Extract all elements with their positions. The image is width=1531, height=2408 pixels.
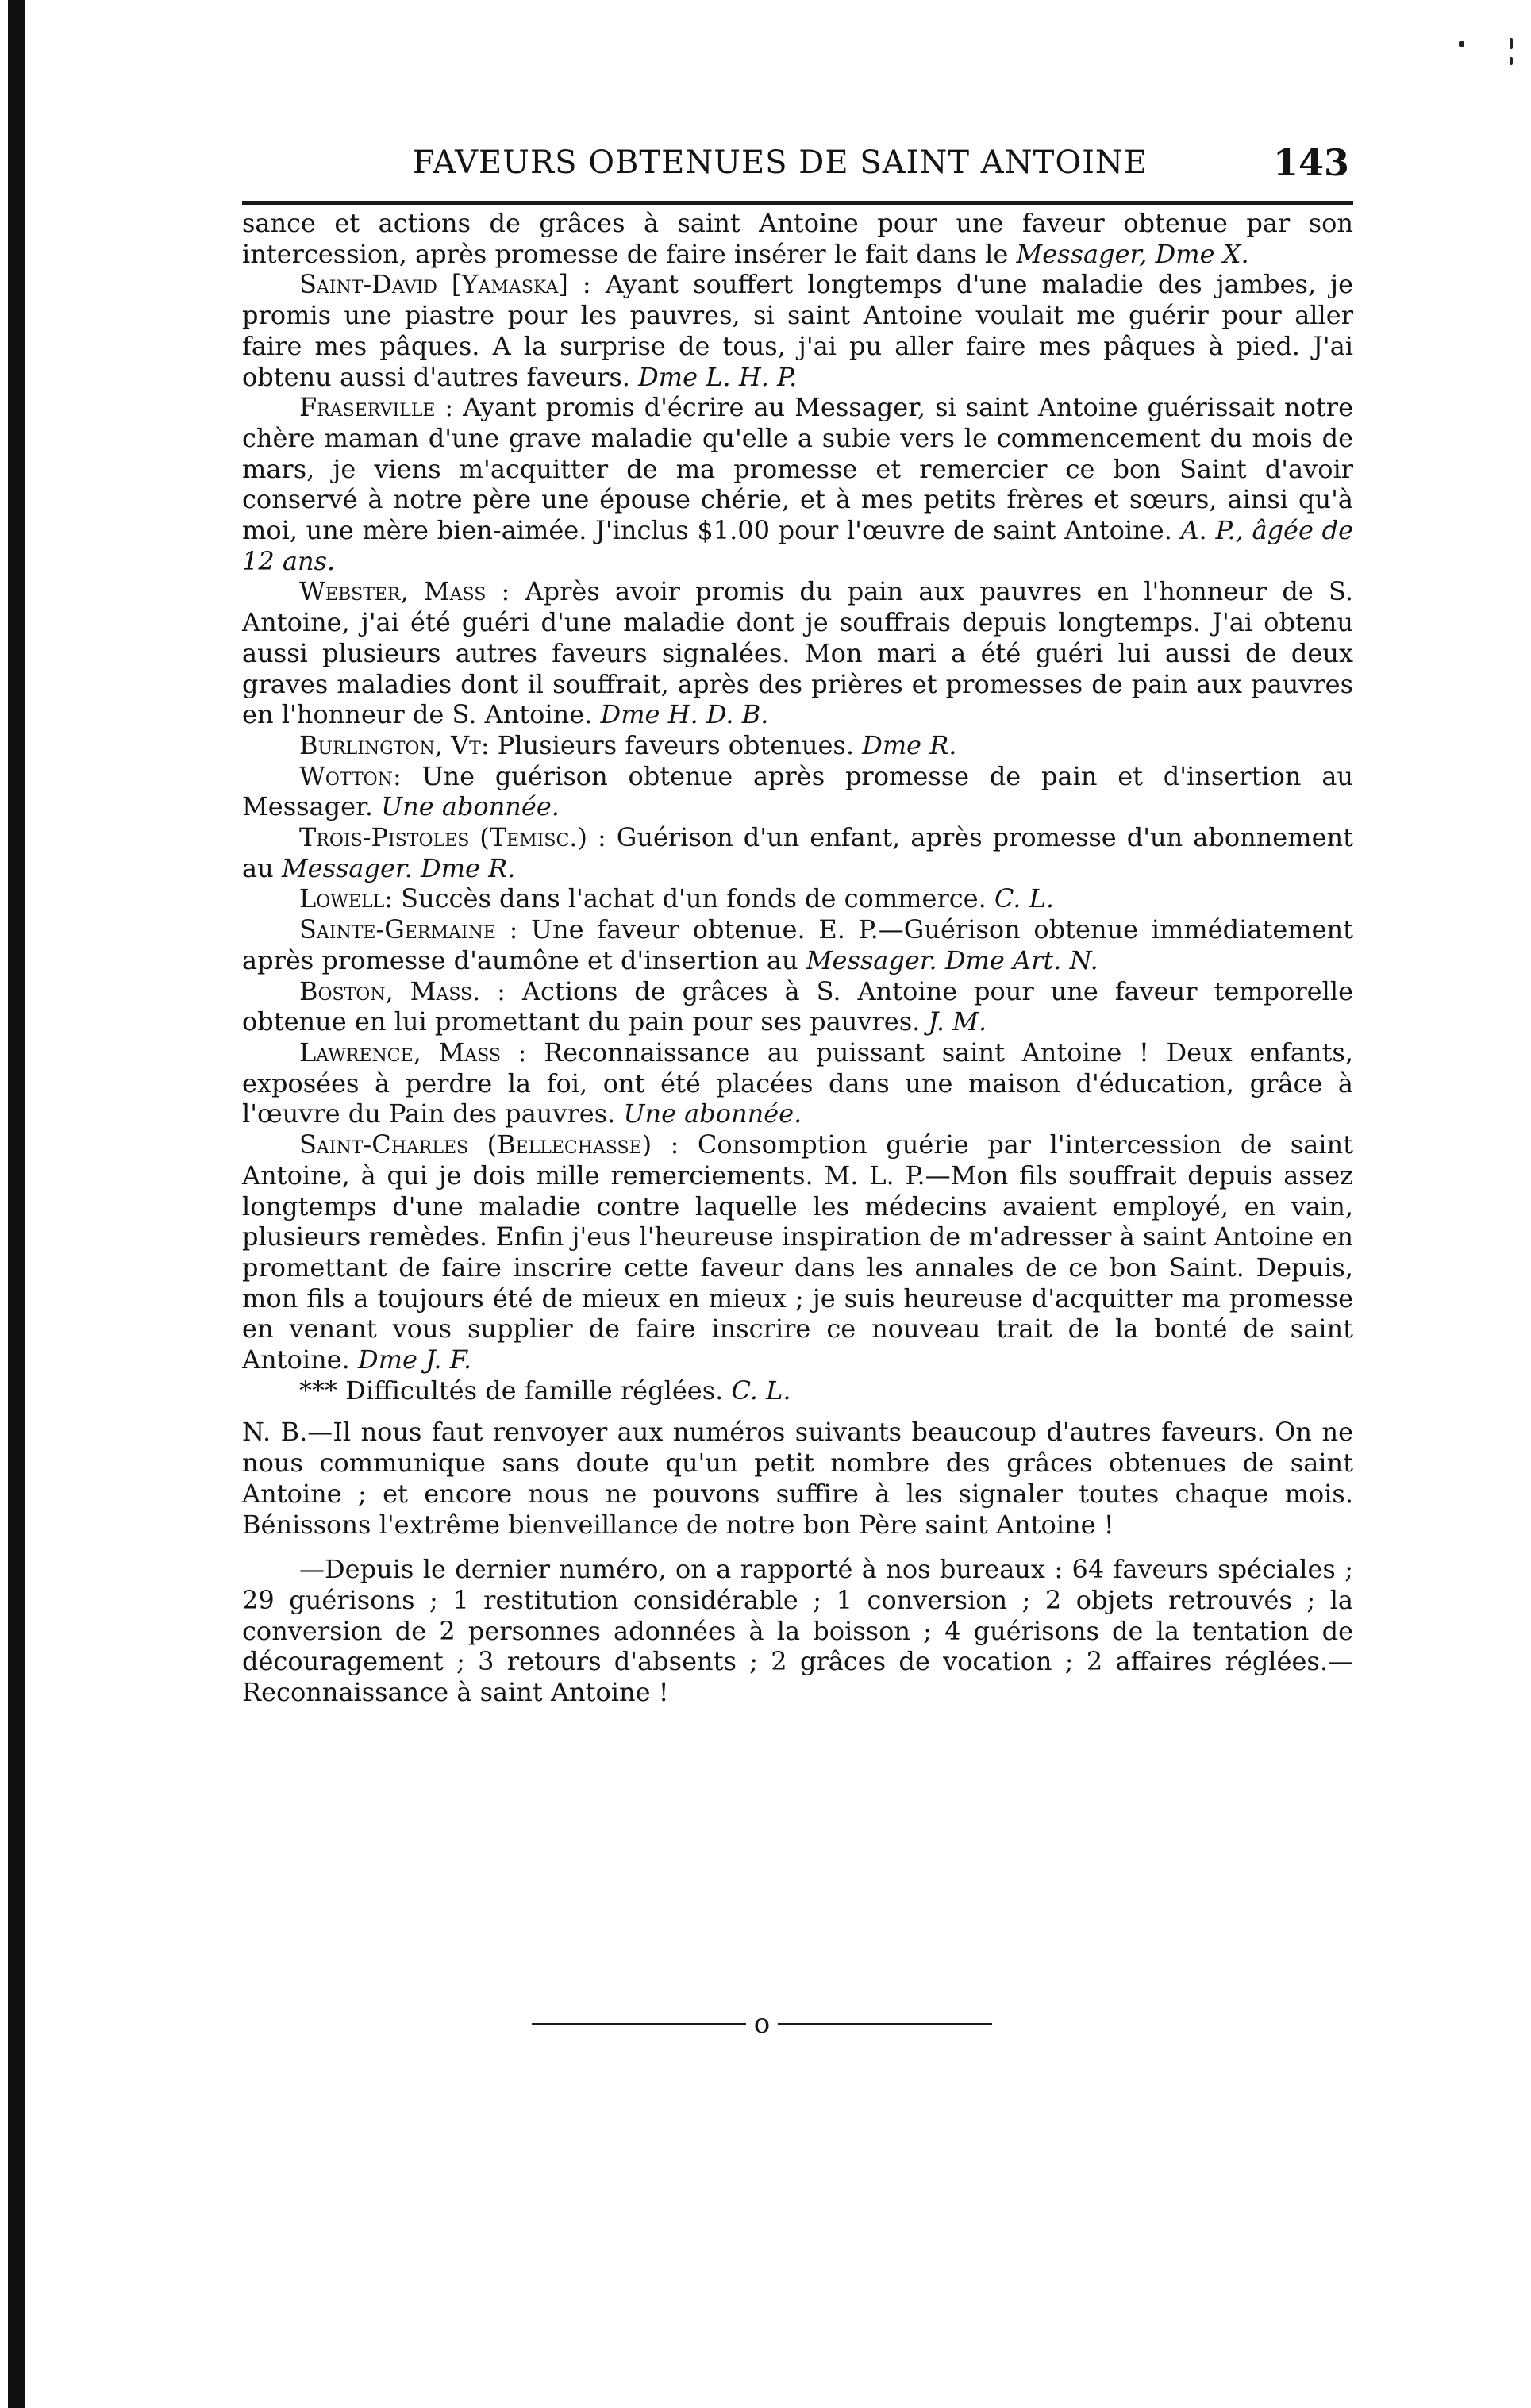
separator-line-right: [778, 2023, 992, 2025]
paragraph-boston: Boston, Mass. : Actions de grâces à S. Antoine pour une faveur temporelle obtenue en lui promettant du pain pour ses pauvres. J. M.: [242, 975, 1354, 1037]
scan-speck: [1510, 57, 1513, 65]
separator-line-left: [532, 2023, 746, 2025]
paragraph-trois-pistoles: Trois-Pistoles (Temisc.) : Guérison d'un enfant, après promesse d'un abonnement au Messager. Dme R.: [242, 822, 1353, 883]
paragraph-saint-david: Saint-David [Yamaska] : Ayant souffert longtemps d'une maladie des jambes, je promis une piastre pour les pauvres, si saint Antoine voulait me guérir pour aller faire mes pâques. A la surprise de tous, j'ai pu aller faire mes pâques à pied. J'ai obtenu aussi d'autres faveurs. Dme L. H. P.: [242, 269, 1353, 392]
page-binding-edge: [8, 0, 25, 2408]
header-rule: [242, 201, 1353, 205]
paragraph-sainte-germaine: Sainte-Germaine : Une faveur obtenue. E. P.—Guérison obtenue immédiatement après promesse d'aumône et d'insertion au Messager. Dme Art. N.: [242, 914, 1353, 975]
monthly-tally-paragraph: —Depuis le dernier numéro, on a rapporté à nos bureaux : 64 faveurs spéciales ; 29 guérisons ; 1 restitution considérable ; 1 conversion ; 2 objets retrouvés ; la conversion de 2 personnes adonnées à la boisson ; 4 guérisons de la tentation de découragement ; 3 retours d'absents ; 2 grâces de vocation ; 2 affaires réglées.—Reconnaissance à saint Antoine !: [242, 1554, 1353, 1708]
nota-bene-paragraph: N. B.—Il nous faut renvoyer aux numéros suivants beaucoup d'autres faveurs. On ne nous communique sans doute qu'un petit nombre des grâces obtenues de saint Antoine ; et encore nous ne pouvons suffire à les signaler toutes chaque mois. Bénissons l'extrême bienveillance de notre bon Père saint Antoine !: [242, 1417, 1353, 1540]
separator-mark: o: [753, 2008, 771, 2040]
page-header: [413, 141, 1349, 192]
paragraph-wotton: Wotton: Une guérison obtenue après promesse de pain et d'insertion au Messager. Une abonnée.: [242, 760, 1353, 822]
paragraph-lowell: Lowell: Succès dans l'achat d'un fonds de commerce. C. L.: [299, 883, 1055, 914]
section-separator: [524, 2008, 1000, 2040]
page-number: 143: [1272, 141, 1349, 184]
paragraph-lawrence: Lawrence, Mass : Reconnaissance au puissant saint Antoine ! Deux enfants, exposées à perdre la foi, ont été placées dans une maison d'éducation, grâce à l'œuvre du Pain des pauvres. Une abonnée.: [242, 1037, 1353, 1129]
article-body: [242, 208, 1353, 1708]
scan-speck: [1510, 38, 1513, 49]
running-title: FAVEURS OBTENUES DE SAINT ANTOINE: [413, 144, 1148, 181]
paragraph-continuation: sance et actions de grâces à saint Antoine pour une faveur obtenue par son intercession, après promesse de faire insérer le fait dans le Messager, Dme X.: [242, 208, 1353, 269]
paragraph-saint-charles: Saint-Charles (Bellechasse) : Consomption guérie par l'intercession de saint Antoine, à qui je dois mille remerciements. M. L. P.—Mon fils souffrait depuis assez longtemps d'une maladie contre laquelle les médecins avaient employé, en vain, plusieurs remèdes. Enfin j'eus l'heureuse inspiration de m'adresser à saint Antoine en promettant de faire inscrire cette faveur dans les annales de ce bon Saint. Depuis, mon fils a toujours été de mieux en mieux ; je suis heureuse d'acquitter ma promesse en venant vous supplier de faire inscrire ce nouveau trait de la bonté de saint Antoine. Dme J. F.: [242, 1129, 1353, 1375]
paragraph-difficultes: *** Difficultés de famille réglées. C. L.: [299, 1375, 791, 1406]
paragraph-fraserville: Fraserville : Ayant promis d'écrire au Messager, si saint Antoine guérissait notre chère maman d'une grave maladie qu'elle a subie vers le commencement du mois de mars, je viens m'acquitter de ma promesse et remercier ce bon Saint d'avoir conservé à notre père une épouse chérie, et à mes petits frères et sœurs, ainsi qu'à moi, une mère bien-aimée. J'inclus $1.00 pour l'œuvre de saint Antoine. A. P., âgée de 12 ans.: [242, 392, 1354, 576]
paragraph-burlington: Burlington, Vt: Plusieurs faveurs obtenues. Dme R.: [299, 729, 957, 760]
paragraph-webster: Webster, Mass : Après avoir promis du pain aux pauvres en l'honneur de S. Antoine, j'ai été guéri d'une maladie dont je souffrais depuis longtemps. J'ai obtenu aussi plusieurs autres faveurs signalées. Mon mari a été guéri lui aussi de deux graves maladies dont il souffrait, après des prières et promesses de pain aux pauvres en l'honneur de S. Antoine. Dme H. D. B.: [242, 576, 1353, 730]
scan-speck: [1459, 41, 1464, 47]
